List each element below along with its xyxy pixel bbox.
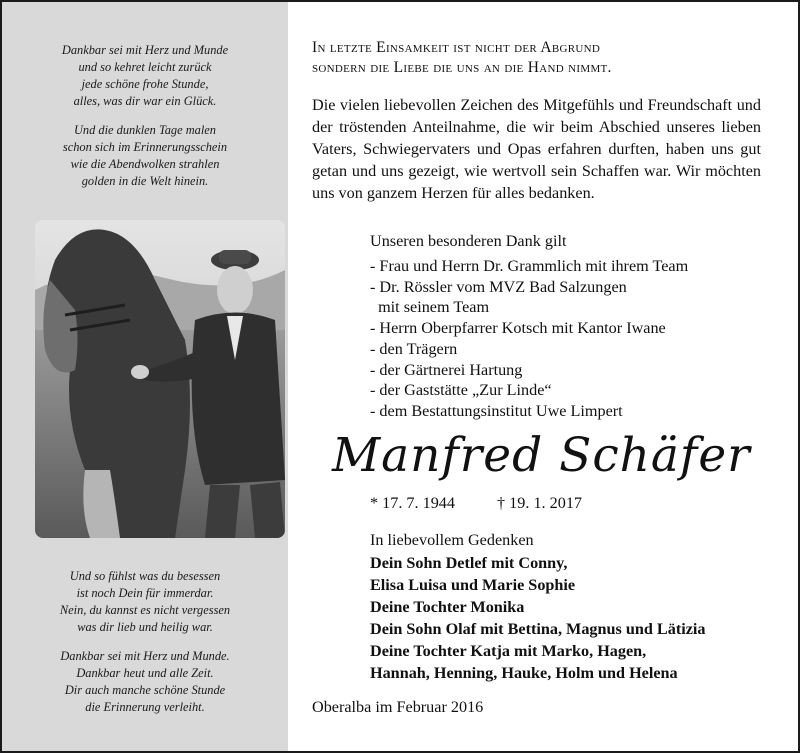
poem-line: was dir lieb und heilig war. bbox=[77, 620, 213, 634]
poem-line: Und so fühlst was du besessen bbox=[69, 569, 221, 583]
poem-line: ist noch Dein für immerdar. bbox=[76, 586, 214, 600]
birth-date: * 17. 7. 1944 bbox=[370, 494, 455, 512]
family-line: Hannah, Henning, Hauke, Holm und Helena bbox=[370, 664, 678, 682]
family-line: Deine Tochter Katja mit Marko, Hagen, bbox=[370, 642, 647, 660]
poem-stanza bbox=[2, 42, 288, 110]
list-item: - Frau und Herrn Dr. Grammlich mit ihrem Team bbox=[370, 257, 689, 275]
deceased-name: Manfred Schäfer bbox=[332, 428, 751, 483]
poem-line: schon sich im Erinnerungsschein bbox=[62, 140, 228, 154]
place-and-date: Oberalba im Februar 2016 bbox=[312, 698, 484, 716]
poem-bottom bbox=[2, 568, 288, 728]
poem-line: und so kehret leicht zurück bbox=[78, 60, 212, 74]
poem-line: jede schöne frohe Stunde, bbox=[81, 77, 209, 91]
list-item: - den Trägern bbox=[370, 339, 458, 358]
poem-line: Nein, du kannst es nicht vergessen bbox=[59, 603, 231, 617]
poem-top bbox=[2, 42, 288, 202]
family-signatures bbox=[370, 552, 706, 684]
list-item: - dem Bestattungsinstitut Uwe Limpert bbox=[370, 401, 623, 420]
memory-intro: In liebevollem Gedenken bbox=[370, 531, 534, 549]
poem-line: Dankbar sei mit Herz und Munde bbox=[61, 43, 229, 57]
poem-line: Dankbar heut und alle Zeit. bbox=[76, 666, 214, 680]
poem-stanza bbox=[2, 648, 288, 716]
death-date: † 19. 1. 2017 bbox=[497, 494, 583, 512]
poem-line: Dir auch manche schöne Stunde bbox=[64, 683, 226, 697]
life-dates bbox=[370, 492, 582, 514]
poem-stanza bbox=[2, 122, 288, 190]
poem-line: Und die dunklen Tage malen bbox=[73, 123, 216, 137]
special-thanks-intro: Unseren besonderen Dank gilt bbox=[370, 232, 567, 250]
sidebar bbox=[2, 2, 288, 751]
poem-stanza bbox=[2, 568, 288, 636]
portrait-photo bbox=[35, 220, 285, 538]
poem-line: die Erinnerung verleiht. bbox=[85, 700, 205, 714]
family-line: Deine Tochter Monika bbox=[370, 598, 525, 616]
headline-quote bbox=[312, 38, 782, 78]
poem-line: Dankbar sei mit Herz und Munde. bbox=[60, 649, 230, 663]
list-item: - der Gaststätte „Zur Linde“ bbox=[370, 381, 552, 400]
list-item: - Herrn Oberpfarrer Kotsch mit Kantor Iwane bbox=[370, 319, 666, 338]
list-item: mit seinem Team bbox=[370, 298, 490, 317]
headline-line: sondern die Liebe die uns an die Hand nimmt. bbox=[312, 59, 612, 76]
thanks-paragraph: Die vielen liebevollen Zeichen des Mitgefühls und Freundschaft und der tröstenden Anteilnahme, die wir beim Abschied unseres lieben Vaters, Schwiegervaters und Opas erfahren durften, haben uns gut getan und uns gezeigt, wie wertvoll sein Schaffen war. Wir möchten uns von ganzem Herzen für alles bedanken. bbox=[312, 96, 761, 202]
family-line: Elisa Luisa und Marie Sophie bbox=[370, 576, 576, 594]
list-item: - Dr. Rössler vom MVZ Bad Salzungen bbox=[370, 277, 627, 296]
poem-line: golden in die Welt hinein. bbox=[81, 174, 209, 188]
special-thanks-list bbox=[370, 256, 688, 422]
portrait-photo-illustration bbox=[35, 220, 285, 538]
list-item: - der Gärtnerei Hartung bbox=[370, 360, 523, 379]
poem-line: wie die Abendwolken strahlen bbox=[70, 157, 220, 171]
family-line: Dein Sohn Olaf mit Bettina, Magnus und Lätizia bbox=[370, 620, 706, 638]
family-line: Dein Sohn Detlef mit Conny, bbox=[370, 554, 568, 572]
poem-line: alles, was dir war ein Glück. bbox=[73, 94, 217, 108]
headline-line: In letzte Einsamkeit ist nicht der Abgrund bbox=[312, 39, 601, 56]
